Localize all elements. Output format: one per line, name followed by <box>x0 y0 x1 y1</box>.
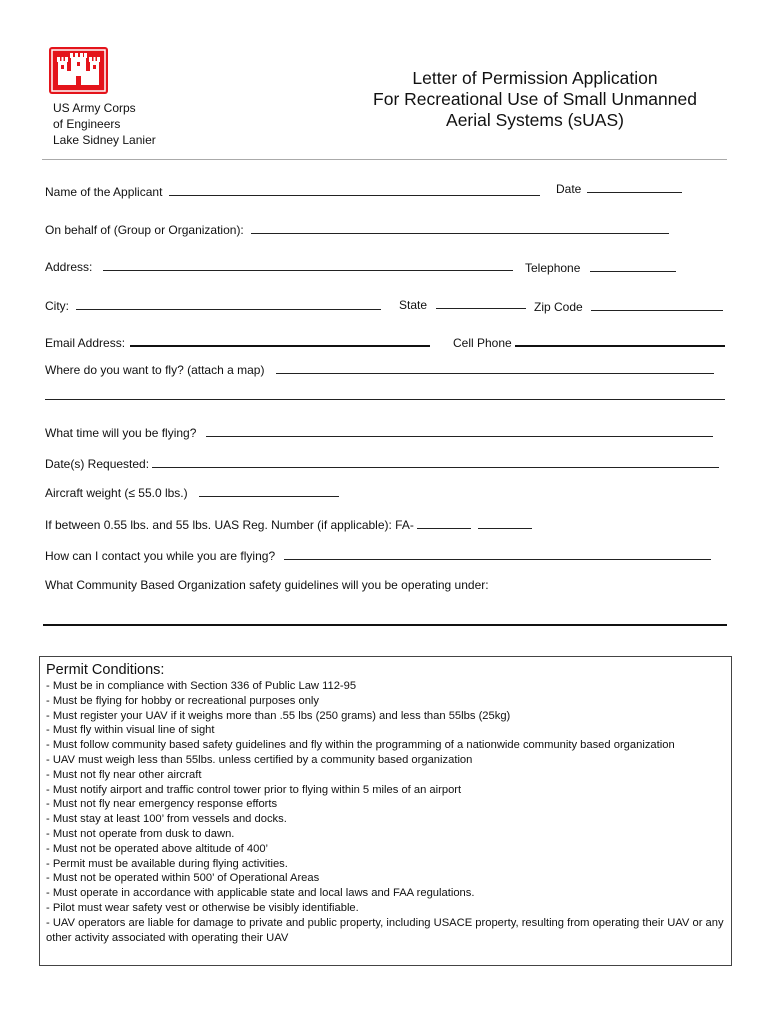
list-item: - Pilot must wear safety vest or otherwise be visibly identifiable. <box>46 901 359 914</box>
date-row <box>556 181 682 196</box>
state-row <box>399 297 526 312</box>
list-item: - Must not operate from dusk to dawn. <box>46 827 235 840</box>
list-item: - Must not fly near emergency response efforts <box>46 798 278 811</box>
weight-field[interactable] <box>199 485 339 497</box>
list-item: - Must be flying for hobby or recreational purposes only <box>46 694 319 707</box>
cell-field[interactable] <box>515 334 725 347</box>
state-label: State <box>399 298 428 312</box>
list-item: - Permit must be available during flying activities. <box>46 857 288 870</box>
title-line-2: For Recreational Use of Small Unmanned <box>373 89 697 109</box>
dates-label: Date(s) Requested: <box>45 457 150 471</box>
dates-field[interactable] <box>152 456 719 468</box>
org-line-3: Lake Sidney Lanier <box>53 133 156 147</box>
cell-label: Cell Phone <box>453 336 512 350</box>
telephone-row <box>525 260 676 275</box>
contact-row <box>45 548 711 563</box>
state-field[interactable] <box>436 297 526 309</box>
title-line-1: Letter of Permission Application <box>412 68 658 88</box>
applicant-name-label: Name of the Applicant <box>45 185 163 199</box>
weight-row <box>45 485 339 500</box>
list-item: - Must fly within visual line of sight <box>46 724 215 737</box>
cell-row <box>453 334 725 350</box>
title-line-3: Aerial Systems (sUAS) <box>446 110 624 130</box>
telephone-field[interactable] <box>590 260 676 272</box>
org-line-2: of Engineers <box>53 117 121 131</box>
header-divider <box>42 159 727 160</box>
permit-conditions-box <box>39 656 732 966</box>
applicant-name-field[interactable] <box>169 184 540 196</box>
email-field[interactable] <box>130 334 430 347</box>
fly-where-row-2 <box>45 388 725 403</box>
fly-where-label: Where do you want to fly? (attach a map) <box>45 363 265 377</box>
permit-title: Permit Conditions: <box>46 662 165 678</box>
city-row <box>45 298 381 313</box>
contact-field[interactable] <box>284 548 711 560</box>
list-item: - Must operate in accordance with applicable state and local laws and FAA regulations. <box>46 887 475 900</box>
fly-where-row <box>45 362 714 377</box>
fly-time-row <box>45 425 713 440</box>
list-item: - Must follow community based safety guidelines and fly within the programming of a nationwide community based organization <box>46 739 675 752</box>
usace-castle-logo <box>49 47 108 94</box>
email-row <box>45 334 430 350</box>
list-item: - Must not fly near other aircraft <box>46 768 202 781</box>
fly-where-field-2[interactable] <box>45 388 725 400</box>
date-label: Date <box>556 182 582 196</box>
fly-where-field[interactable] <box>276 362 714 374</box>
cbo-row <box>45 578 489 592</box>
email-label: Email Address: <box>45 336 126 350</box>
permit-conditions-list <box>46 679 725 945</box>
telephone-label: Telephone <box>525 261 581 275</box>
city-label: City: <box>45 299 69 313</box>
reg-row <box>45 517 532 532</box>
reg-field-1[interactable] <box>417 517 471 529</box>
zip-field[interactable] <box>591 299 723 311</box>
list-item: - Must not be operated within 500’ of Operational Areas <box>46 872 320 885</box>
address-row <box>45 259 513 274</box>
list-item: - Must not be operated above altitude of 400’ <box>46 842 269 855</box>
list-item: - UAV must weigh less than 55lbs. unless certified by a community based organization <box>46 753 473 766</box>
fly-time-label: What time will you be flying? <box>45 426 197 440</box>
date-field[interactable] <box>587 181 682 193</box>
zip-label: Zip Code <box>534 300 583 314</box>
list-item: - UAV operators are liable for damage to private and public property, including USACE property, resulting from operating their UAV or any other activity associated with operating their UAV <box>46 916 724 944</box>
address-field[interactable] <box>103 259 513 271</box>
city-field[interactable] <box>76 298 381 310</box>
address-label: Address: <box>45 260 93 274</box>
list-item: - Must notify airport and traffic control tower prior to flying within 5 miles of an airport <box>46 783 462 796</box>
reg-field-2[interactable] <box>478 517 532 529</box>
castle-icon <box>49 47 108 94</box>
cbo-label: What Community Based Organization safety guidelines will you be operating under: <box>45 578 489 592</box>
contact-label: How can I contact you while you are flying? <box>45 549 276 563</box>
weight-label: Aircraft weight (≤ 55.0 lbs.) <box>45 486 188 500</box>
reg-label: If between 0.55 lbs. and 55 lbs. UAS Reg. Number (if applicable): FA- <box>45 518 414 532</box>
list-item: - Must stay at least 100’ from vessels and docks. <box>46 813 287 826</box>
applicant-name-row <box>45 184 540 199</box>
dates-row <box>45 456 719 471</box>
org-name-block <box>53 100 156 148</box>
list-item: - Must register your UAV if it weighs more than .55 lbs (250 grams) and less than 55lbs (25kg) <box>46 709 511 722</box>
cbo-answer-line[interactable] <box>43 624 727 626</box>
behalf-field[interactable] <box>251 222 669 234</box>
behalf-label: On behalf of (Group or Organization): <box>45 223 244 237</box>
behalf-row <box>45 222 669 237</box>
list-item: - Must be in compliance with Section 336 of Public Law 112-95 <box>46 680 357 692</box>
form-title <box>340 68 730 131</box>
org-line-1: US Army Corps <box>53 101 136 115</box>
fly-time-field[interactable] <box>206 425 713 437</box>
zip-row <box>534 299 723 314</box>
